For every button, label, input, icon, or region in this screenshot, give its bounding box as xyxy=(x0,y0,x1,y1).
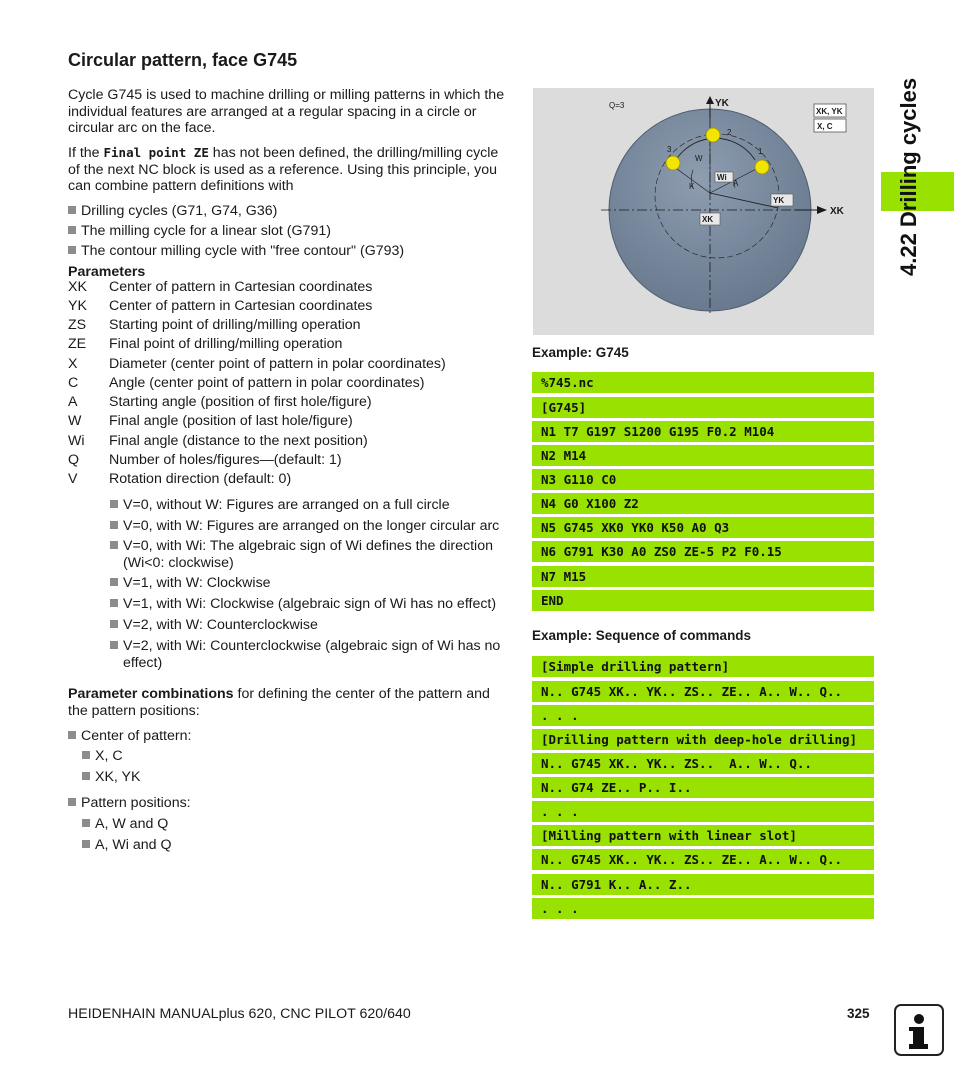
section-title-text: 4.22 Drilling cycles xyxy=(896,77,921,276)
reference-code: Final point ZE xyxy=(103,145,209,160)
code-line: [Milling pattern with linear slot] xyxy=(532,825,874,846)
pattern-diagram xyxy=(533,88,874,335)
reference-pre: If the xyxy=(68,145,104,161)
reference-post: has not been defined, the drilling/milling cycle of the next NC block is used as a reference. Using this principle, you can combine pattern definitions with xyxy=(68,145,499,194)
bullet-square-icon xyxy=(68,731,76,739)
v-option-item: V=0, with Wi: The algebraic sign of Wi defines the direction (Wi<0: clockwise) xyxy=(110,538,510,571)
k-label: K xyxy=(689,182,695,191)
pattern-diagram-svg xyxy=(533,88,874,335)
code-line: N4 G0 X100 Z2 xyxy=(532,493,874,514)
bullet-square-icon xyxy=(82,772,90,780)
footer-text: HEIDENHAIN MANUALplus 620, CNC PILOT 620/640 xyxy=(68,1006,411,1022)
code-line: END xyxy=(532,590,874,611)
v-option-item: V=1, with Wi: Clockwise (algebraic sign of Wi has no effect) xyxy=(110,596,510,613)
code-line: %745.nc xyxy=(532,372,874,393)
combinations-text: for defining the center of the pattern and the pattern positions: xyxy=(68,686,490,719)
xk-axis-label: XK xyxy=(830,206,844,217)
code-line: . . . xyxy=(532,705,874,726)
code-line: N5 G745 XK0 YK0 K50 A0 Q3 xyxy=(532,517,874,538)
code-line: . . . xyxy=(532,898,874,919)
example1-caption: Example: G745 xyxy=(532,345,629,360)
bullet-square-icon xyxy=(68,206,76,214)
parameter-row: Q Number of holes/figures—(default: 1) xyxy=(68,452,342,468)
bullet-square-icon xyxy=(68,798,76,806)
code-line: [G745] xyxy=(532,397,874,418)
bullet-square-icon xyxy=(82,840,90,848)
parameter-row: A Starting angle (position of first hole/figure) xyxy=(68,394,372,410)
code-line: N2 M14 xyxy=(532,445,874,466)
v-option-item: V=2, with W: Counterclockwise xyxy=(110,617,510,634)
bullet-square-icon xyxy=(110,578,118,586)
combinations-label: Parameter combinations xyxy=(68,686,234,702)
q-label: Q=3 xyxy=(609,101,625,110)
xk-small-label: XK xyxy=(702,215,714,224)
v-option-item: V=0, without W: Figures are arranged on a full circle xyxy=(110,497,510,514)
parameter-row: X Diameter (center point of pattern in polar coordinates) xyxy=(68,356,446,372)
hole-label-2: 2 xyxy=(727,128,732,137)
v-option-item: V=2, with Wi: Counterclockwise (algebraic sign of Wi has no effect) xyxy=(110,638,510,671)
parameter-row: YK Center of pattern in Cartesian coordinates xyxy=(68,298,373,314)
legend-label-1: XK, YK xyxy=(816,107,843,116)
example2-caption: Example: Sequence of commands xyxy=(532,628,752,643)
code-line: N1 T7 G197 S1200 G195 F0.2 M104 xyxy=(532,421,874,442)
bullet-square-icon xyxy=(68,246,76,254)
list-item: A, Wi and Q xyxy=(82,837,171,854)
list-item: Pattern positions: xyxy=(68,795,191,812)
hole-label-3: 3 xyxy=(667,145,672,154)
parameter-row: W Final angle (position of last hole/figure) xyxy=(68,413,353,429)
parameters-heading: Parameters xyxy=(68,264,146,280)
bullet-square-icon xyxy=(110,620,118,628)
code-line: [Drilling pattern with deep-hole drilling] xyxy=(532,729,874,750)
code-line: [Simple drilling pattern] xyxy=(532,656,874,677)
list-item: X, C xyxy=(82,748,123,765)
list-item: Drilling cycles (G71, G74, G36) xyxy=(68,203,277,220)
code-line: N6 G791 K30 A0 ZS0 ZE-5 P2 F0.15 xyxy=(532,541,874,562)
yk-axis-label: YK xyxy=(715,98,729,109)
bullet-square-icon xyxy=(110,521,118,529)
parameter-row: C Angle (center point of pattern in polar coordinates) xyxy=(68,375,425,391)
list-item: A, W and Q xyxy=(82,816,168,833)
intro-paragraph: Cycle G745 is used to machine drilling or milling patterns in which the individual features are arranged at a regular spacing in a circle or circular arc on the face. xyxy=(68,87,505,136)
code-line: N3 G110 C0 xyxy=(532,469,874,490)
legend-label-2: X, C xyxy=(817,122,833,131)
code-line: N7 M15 xyxy=(532,566,874,587)
parameter-row: Wi Final angle (distance to the next position) xyxy=(68,433,368,449)
list-item: XK, YK xyxy=(82,769,140,786)
hole-1 xyxy=(755,160,769,174)
list-item: The contour milling cycle with "free contour" (G793) xyxy=(68,243,404,260)
bullet-square-icon xyxy=(110,500,118,508)
wi-label: Wi xyxy=(717,173,727,182)
code-line: N.. G745 XK.. YK.. ZS.. A.. W.. Q.. xyxy=(532,753,874,774)
code-line: N.. G791 K.. A.. Z.. xyxy=(532,874,874,895)
parameter-row: XK Center of pattern in Cartesian coordinates xyxy=(68,279,373,295)
code-line: N.. G745 XK.. YK.. ZS.. ZE.. A.. W.. Q.. xyxy=(532,849,874,870)
code-line: N.. G74 ZE.. P.. I.. xyxy=(532,777,874,798)
bullet-square-icon xyxy=(82,751,90,759)
yk-small-label: YK xyxy=(773,196,785,205)
hole-2 xyxy=(706,128,720,142)
info-icon xyxy=(894,1004,944,1056)
bullet-square-icon xyxy=(68,226,76,234)
list-item: Center of pattern: xyxy=(68,728,191,745)
yk-arrow-icon xyxy=(706,96,714,104)
w-label: W xyxy=(695,154,703,163)
parameter-row: ZE Final point of drilling/milling operation xyxy=(68,336,343,352)
hole-label-1: 1 xyxy=(758,147,763,156)
v-option-item: V=0, with W: Figures are arranged on the longer circular arc xyxy=(110,518,510,535)
page-title: Circular pattern, face G745 xyxy=(68,50,298,70)
code-line: . . . xyxy=(532,801,874,822)
parameter-row: ZS Starting point of drilling/milling operation xyxy=(68,317,361,333)
bullet-square-icon xyxy=(110,541,118,549)
section-title xyxy=(878,48,932,278)
code-line: N.. G745 XK.. YK.. ZS.. ZE.. A.. W.. Q.. xyxy=(532,681,874,702)
a-label: A xyxy=(733,179,739,188)
page-number: 325 xyxy=(847,1006,870,1021)
bullet-square-icon xyxy=(110,641,118,649)
reference-paragraph xyxy=(68,145,512,195)
v-option-item: V=1, with W: Clockwise xyxy=(110,575,510,592)
bullet-square-icon xyxy=(110,599,118,607)
bullet-square-icon xyxy=(82,819,90,827)
hole-3 xyxy=(666,156,680,170)
parameter-row: V Rotation direction (default: 0) xyxy=(68,471,292,487)
list-item: The milling cycle for a linear slot (G791) xyxy=(68,223,331,240)
combinations-paragraph xyxy=(68,686,512,719)
